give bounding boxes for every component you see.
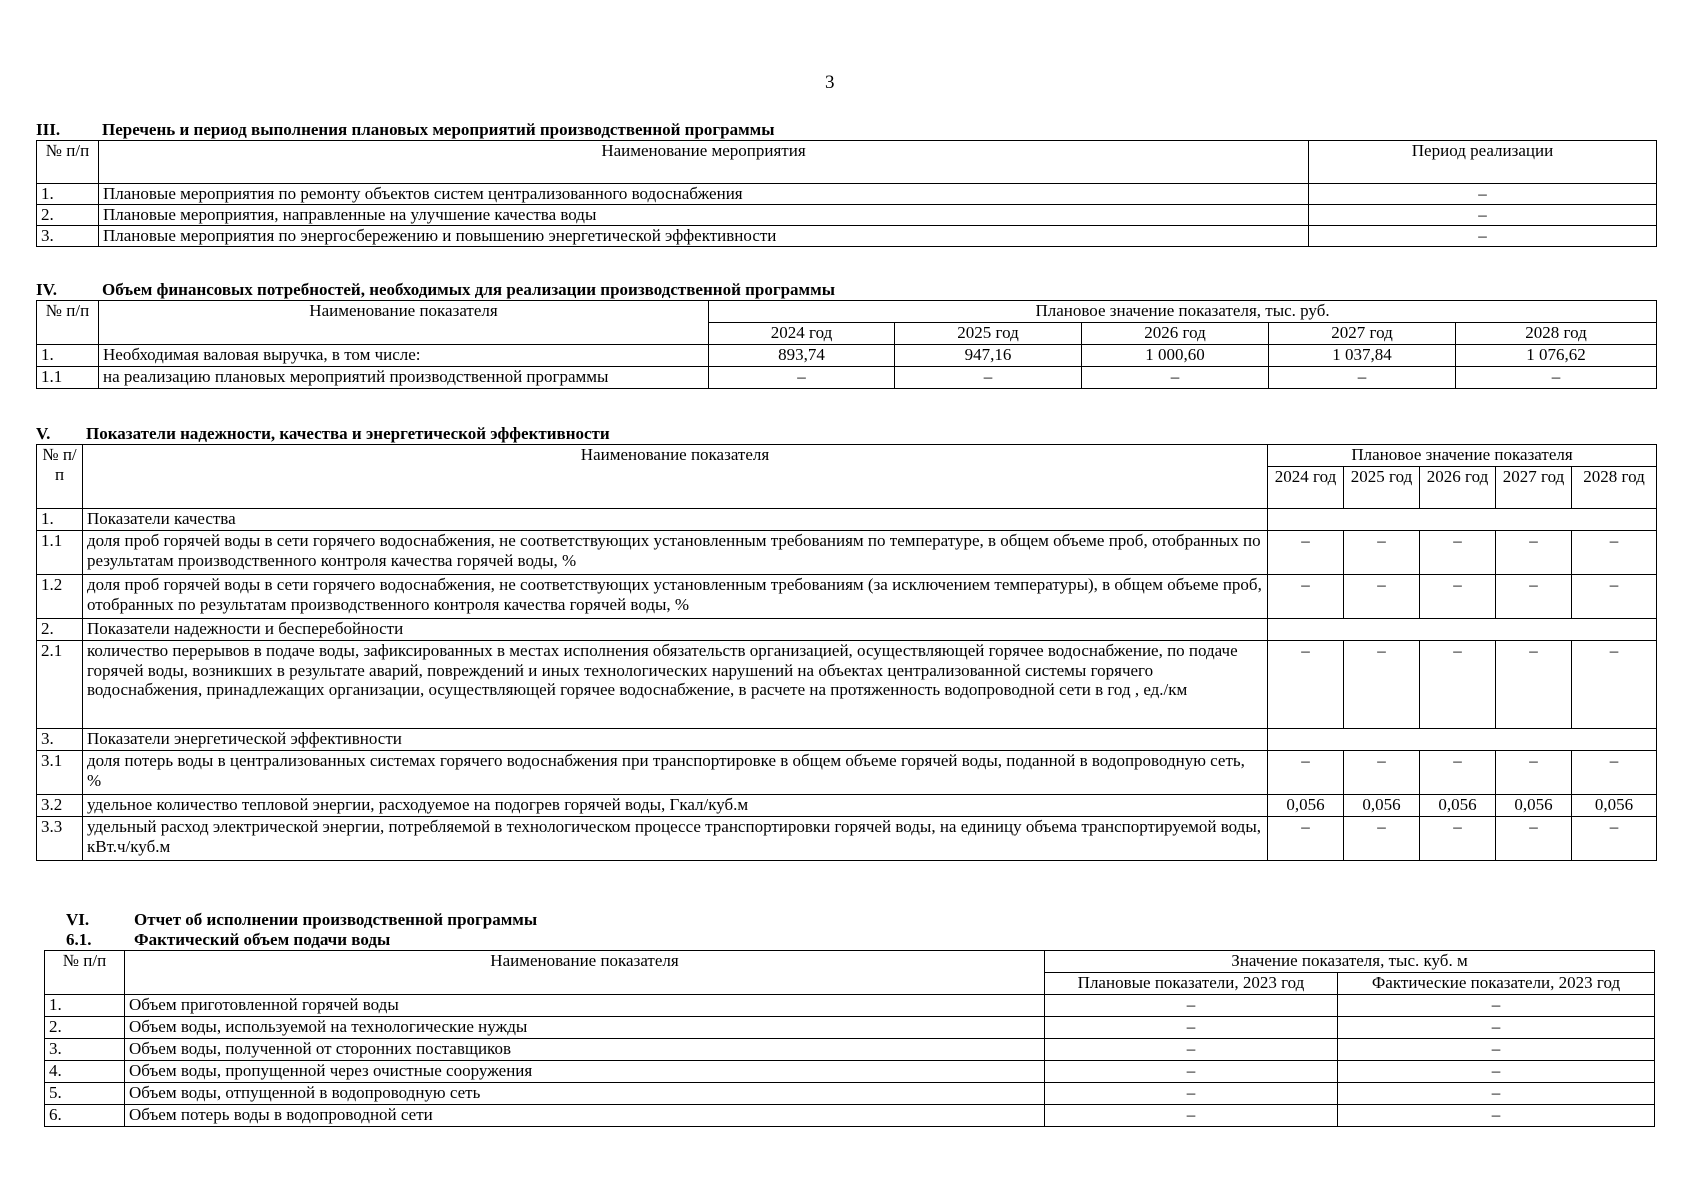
header-no: № п/п xyxy=(37,141,99,184)
section-6-title-text: Отчет об исполнении производственной программы xyxy=(134,910,538,929)
section-3 xyxy=(36,120,1657,247)
table-row xyxy=(45,1061,1655,1083)
row-plan: – xyxy=(1045,1083,1338,1105)
row-name: Объем воды, полученной от сторонних поставщиков xyxy=(125,1039,1045,1061)
row-plan: – xyxy=(1045,1105,1338,1127)
row-value: 947,16 xyxy=(895,345,1082,367)
row-fact: – xyxy=(1338,1039,1655,1061)
section-4-table xyxy=(36,300,1657,389)
section-6-1-title-text: Фактический объем подачи воды xyxy=(134,930,391,949)
page-number: 3 xyxy=(825,72,835,93)
row-name: доля проб горячей воды в сети горячего водоснабжения, не соответствующих установленным требованиям (за исключением температуры), в общем объеме проб, отобранных по результатам производственного контроля качества горячей воды, % xyxy=(83,575,1268,619)
row-value: – xyxy=(1420,751,1496,795)
section-4-title xyxy=(36,280,1657,300)
row-name: удельное количество тепловой энергии, расходуемое на подогрев горячей воды, Гкал/куб.м xyxy=(83,795,1268,817)
group-row xyxy=(37,729,1657,751)
empty-cell xyxy=(1268,619,1657,641)
row-value: 1 037,84 xyxy=(1269,345,1456,367)
header-year: 2025 год xyxy=(1344,467,1420,509)
table-row xyxy=(45,1105,1655,1127)
table-row xyxy=(45,1017,1655,1039)
row-number: 3.1 xyxy=(37,751,83,795)
table-row xyxy=(37,184,1657,205)
row-number: 1. xyxy=(37,345,99,367)
section-5-title xyxy=(36,424,1657,444)
row-name: количество перерывов в подаче воды, зафиксированных в местах исполнения обязательств организацией, осуществляющей горячее водоснабжение, по подаче горячей воды, возникших в результате аварий, повреждений и иных технологических нарушений на объектах централизованной системы горячего водоснабжения, принадлежащих организации, осуществляющей горячее водоснабжение, в расчете на протяженность водопроводной сети в год , ед./км xyxy=(83,641,1268,729)
row-number: 2.1 xyxy=(37,641,83,729)
row-value: – xyxy=(1268,817,1344,861)
empty-cell xyxy=(1268,509,1657,531)
row-value: – xyxy=(1344,817,1420,861)
table-row xyxy=(37,531,1657,575)
row-value: – xyxy=(1344,531,1420,575)
row-number: 3. xyxy=(37,226,99,247)
header-year: 2028 год xyxy=(1456,323,1657,345)
row-number: 1.2 xyxy=(37,575,83,619)
section-5-table xyxy=(36,444,1657,861)
section-3-number: III. xyxy=(36,120,61,139)
table-row xyxy=(37,345,1657,367)
section-4-title-text: Объем финансовых потребностей, необходимых для реализации производственной программы xyxy=(102,280,835,299)
table-row xyxy=(37,575,1657,619)
table-row xyxy=(37,751,1657,795)
row-value: 893,74 xyxy=(709,345,895,367)
table-row xyxy=(37,226,1657,247)
header-name: Наименование показателя xyxy=(83,445,1268,509)
row-value: – xyxy=(709,367,895,389)
row-name: Объем воды, используемой на технологические нужды xyxy=(125,1017,1045,1039)
row-value: – xyxy=(1269,367,1456,389)
group-row xyxy=(37,619,1657,641)
row-number: 1. xyxy=(37,509,83,531)
row-value: – xyxy=(1572,531,1657,575)
table-row xyxy=(37,367,1657,389)
row-fact: – xyxy=(1338,995,1655,1017)
header-year: 2025 год xyxy=(895,323,1082,345)
row-value: 0,056 xyxy=(1572,795,1657,817)
row-number: 5. xyxy=(45,1083,125,1105)
row-name: на реализацию плановых мероприятий производственной программы xyxy=(99,367,709,389)
row-name: Плановые мероприятия по ремонту объектов систем централизованного водоснабжения xyxy=(99,184,1309,205)
header-period: Период реализации xyxy=(1309,141,1657,184)
header-no: № п/п xyxy=(45,951,125,995)
row-plan: – xyxy=(1045,1017,1338,1039)
row-number: 4. xyxy=(45,1061,125,1083)
header-year: 2026 год xyxy=(1420,467,1496,509)
row-name: Объем приготовленной горячей воды xyxy=(125,995,1045,1017)
row-fact: – xyxy=(1338,1083,1655,1105)
row-fact: – xyxy=(1338,1061,1655,1083)
row-value: 1 076,62 xyxy=(1456,345,1657,367)
row-value: – xyxy=(1268,641,1344,729)
row-plan: – xyxy=(1045,995,1338,1017)
row-value: – xyxy=(1344,641,1420,729)
header-year: 2027 год xyxy=(1496,467,1572,509)
row-value: – xyxy=(1496,751,1572,795)
header-planned-value: Плановое значение показателя, тыс. руб. xyxy=(709,301,1657,323)
row-period: – xyxy=(1309,226,1657,247)
header-no: № п/п xyxy=(37,301,99,345)
row-value: – xyxy=(1572,575,1657,619)
header-fact: Фактические показатели, 2023 год xyxy=(1338,973,1655,995)
header-no: № п/п xyxy=(37,445,83,509)
section-3-title-text: Перечень и период выполнения плановых мероприятий производственной программы xyxy=(102,120,775,139)
row-value: – xyxy=(1420,531,1496,575)
row-value: – xyxy=(895,367,1082,389)
row-number: 2. xyxy=(37,205,99,226)
row-name: Объем воды, отпущенной в водопроводную сеть xyxy=(125,1083,1045,1105)
row-plan: – xyxy=(1045,1061,1338,1083)
row-name: Плановые мероприятия по энергосбережению и повышению энергетической эффективности xyxy=(99,226,1309,247)
row-number: 2. xyxy=(37,619,83,641)
section-6-1-table xyxy=(44,950,1655,1127)
section-5-title-text: Показатели надежности, качества и энергетической эффективности xyxy=(86,424,610,443)
row-value: – xyxy=(1344,751,1420,795)
header-year: 2027 год xyxy=(1269,323,1456,345)
row-value: – xyxy=(1268,751,1344,795)
row-plan: – xyxy=(1045,1039,1338,1061)
section-6 xyxy=(66,910,537,950)
row-name: Показатели энергетической эффективности xyxy=(83,729,1268,751)
row-value: – xyxy=(1496,817,1572,861)
row-number: 1. xyxy=(37,184,99,205)
row-value: – xyxy=(1268,531,1344,575)
row-value: – xyxy=(1572,641,1657,729)
row-name: доля потерь воды в централизованных системах горячего водоснабжения при транспортировке в общем объеме горячей воды, поданной в водопроводную сеть, % xyxy=(83,751,1268,795)
header-name: Наименование показателя xyxy=(99,301,709,345)
section-6-1-table-wrap xyxy=(44,950,1655,1127)
header-year: 2024 год xyxy=(709,323,895,345)
row-fact: – xyxy=(1338,1017,1655,1039)
row-number: 3. xyxy=(45,1039,125,1061)
table-row xyxy=(45,1039,1655,1061)
row-value: – xyxy=(1344,575,1420,619)
header-year: 2028 год xyxy=(1572,467,1657,509)
row-value: – xyxy=(1456,367,1657,389)
row-value: 1 000,60 xyxy=(1082,345,1269,367)
section-3-table xyxy=(36,140,1657,247)
section-5 xyxy=(36,424,1657,861)
header-plan: Плановые показатели, 2023 год xyxy=(1045,973,1338,995)
row-name: удельный расход электрической энергии, потребляемой в технологическом процессе транспортировки горячей воды, на единицу объема транспортируемой воды, кВт.ч/куб.м xyxy=(83,817,1268,861)
row-number: 1.1 xyxy=(37,367,99,389)
row-value: – xyxy=(1082,367,1269,389)
row-number: 6. xyxy=(45,1105,125,1127)
header-year: 2024 год xyxy=(1268,467,1344,509)
row-period: – xyxy=(1309,205,1657,226)
table-row xyxy=(37,795,1657,817)
header-name: Наименование мероприятия xyxy=(99,141,1309,184)
section-4 xyxy=(36,280,1657,389)
row-value: – xyxy=(1496,641,1572,729)
row-value: 0,056 xyxy=(1420,795,1496,817)
row-number: 2. xyxy=(45,1017,125,1039)
table-row xyxy=(37,817,1657,861)
row-value: – xyxy=(1420,817,1496,861)
row-value: – xyxy=(1572,751,1657,795)
section-6-number: VI. xyxy=(66,910,90,929)
row-number: 3.3 xyxy=(37,817,83,861)
row-fact: – xyxy=(1338,1105,1655,1127)
row-name: доля проб горячей воды в сети горячего водоснабжения, не соответствующих установленным требованиям по температуре, в общем объеме проб, отобранных по результатам производственного контроля качества горячей воды, % xyxy=(83,531,1268,575)
row-name: Плановые мероприятия, направленные на улучшение качества воды xyxy=(99,205,1309,226)
section-5-number: V. xyxy=(36,424,51,443)
section-3-title xyxy=(36,120,1657,140)
row-name: Показатели качества xyxy=(83,509,1268,531)
empty-cell xyxy=(1268,729,1657,751)
table-row xyxy=(37,641,1657,729)
row-name: Объем воды, пропущенной через очистные сооружения xyxy=(125,1061,1045,1083)
table-row xyxy=(37,205,1657,226)
row-number: 3.2 xyxy=(37,795,83,817)
row-number: 3. xyxy=(37,729,83,751)
header-year: 2026 год xyxy=(1082,323,1269,345)
row-value: – xyxy=(1572,817,1657,861)
header-value-group: Значение показателя, тыс. куб. м xyxy=(1045,951,1655,973)
row-number: 1.1 xyxy=(37,531,83,575)
row-value: 0,056 xyxy=(1268,795,1344,817)
header-planned-value: Плановое значение показателя xyxy=(1268,445,1657,467)
row-value: 0,056 xyxy=(1344,795,1420,817)
group-row xyxy=(37,509,1657,531)
row-value: – xyxy=(1496,575,1572,619)
row-name: Показатели надежности и бесперебойности xyxy=(83,619,1268,641)
section-4-number: IV. xyxy=(36,280,57,299)
table-row xyxy=(45,995,1655,1017)
section-6-1-title xyxy=(66,930,537,950)
row-value: – xyxy=(1496,531,1572,575)
header-name: Наименование показателя xyxy=(125,951,1045,995)
row-period: – xyxy=(1309,184,1657,205)
section-6-1-number: 6.1. xyxy=(66,930,92,949)
section-6-title xyxy=(66,910,537,930)
row-value: – xyxy=(1268,575,1344,619)
row-value: – xyxy=(1420,575,1496,619)
row-value: 0,056 xyxy=(1496,795,1572,817)
row-number: 1. xyxy=(45,995,125,1017)
table-row xyxy=(45,1083,1655,1105)
row-name: Необходимая валовая выручка, в том числе: xyxy=(99,345,709,367)
row-name: Объем потерь воды в водопроводной сети xyxy=(125,1105,1045,1127)
row-value: – xyxy=(1420,641,1496,729)
